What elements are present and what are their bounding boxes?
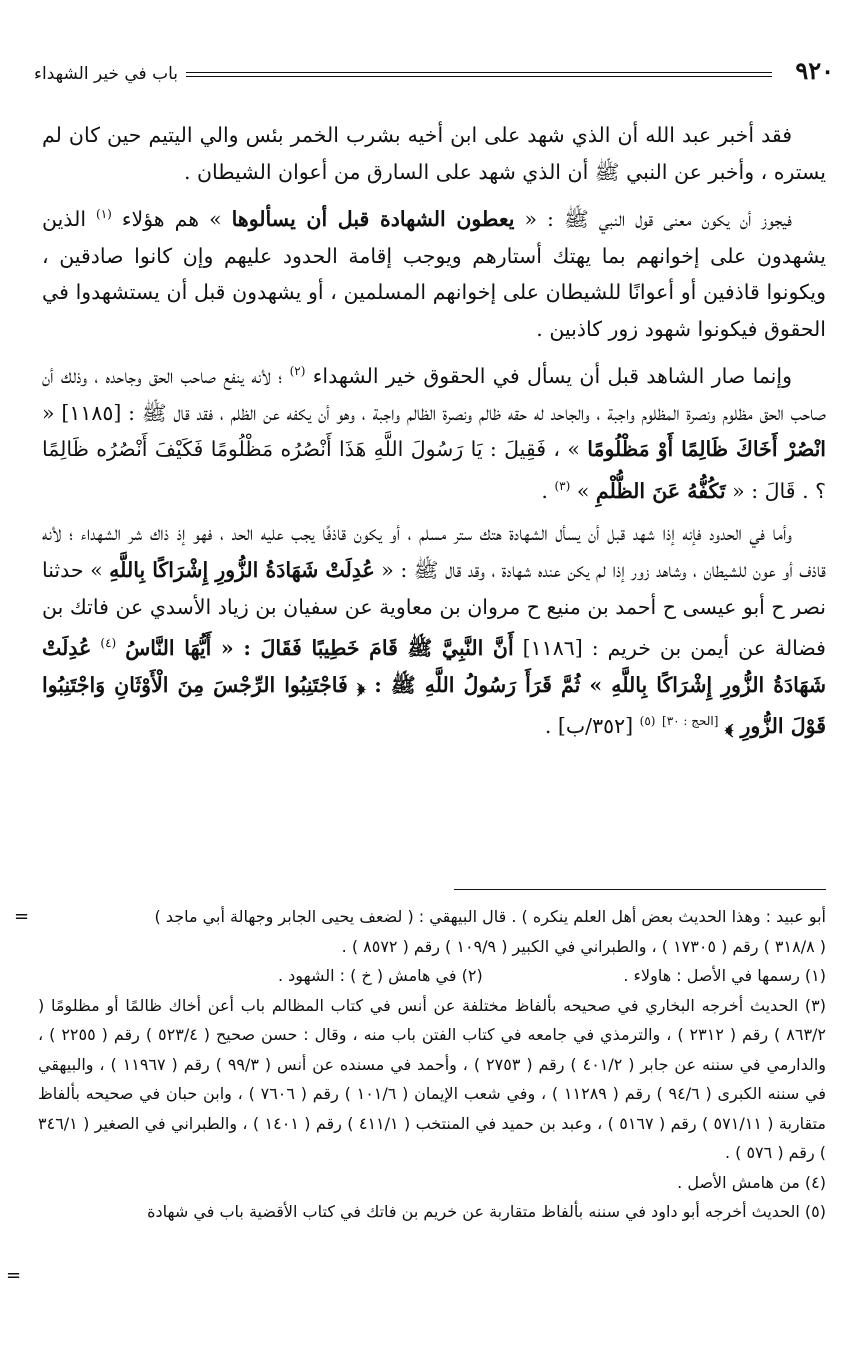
footnote-pair — [38, 961, 826, 991]
footnote-ref-3: (٣) — [554, 479, 571, 493]
hadith-quote: عُدِلَتْ شَهَادَةُ الزُّورِ إِشْرَاكًا بِاللَّهِ — [109, 558, 375, 583]
quran-reference: [الحج : ٣٠] — [662, 714, 719, 729]
paragraph-4-text: » حدثنا نصر ح أبو عيسى ح أحمد بن منيع ح مروان بن معاوية عن سفيان بن زياد الأسدي عن فاتك بن فضالة عن أيمن بن خريم : [١١٨٦] — [42, 558, 826, 661]
paragraph-2-text: » هم هؤلاء — [121, 207, 222, 232]
main-text — [42, 117, 826, 745]
paragraph-3-text: » — [576, 478, 590, 503]
footnotes — [38, 902, 826, 1227]
footnote-3: (٣) الحديث أخرجه البخاري في صحيحه بألفاظ مختلفة عن أنس في كتاب المظالم باب أعن أخاك ظالمًا أو مظلومًا ( ٨٦٣/٢ ) رقم ( ٢٣١٢ ) ، والترمذي في جامعه في كتاب الفتن باب منه ، وقال : حسن صحيح ( ٥٢٣/٤ ) رقم ( ٢٢٥٥ ) ، والدارمي في سننه عن جابر ( ٤٠١/٢ ) رقم ( ٢٧٥٣ ) ، وأحمد في مسنده عن أنس ( ٩٩/٣ ) رقم ( ١١٩٦٧ ) ، والبيهقي في سننه الكبرى ( ٩٤/٦ ) رقم ( ١١٢٨٩ ) ، وفي شعب الإيمان ( ١٠١/٦ ) رقم ( ٧٦٠٦ ) ، وابن حبان في صحيحه بألفاظ متقاربة ( ٥٧١/١١ ) رقم ( ٥١٦٧ ) ، وعبد بن حميد في المنتخب ( ٤١١/١ ) رقم ( ١٤٠١ ) ، والطبراني في الصغير ( ٣٤٦/١ ) رقم ( ٥٧٦ ) . — [38, 995, 827, 1162]
hadith-quote: تَكُفُّهُ عَنَ الظُّلْمِ — [595, 478, 726, 503]
footnote-separator — [454, 889, 826, 890]
chapter-title: باب في خير الشهداء — [34, 64, 178, 84]
page-number: ٩٢٠ — [795, 56, 834, 85]
page-header — [34, 52, 834, 96]
header-double-rule — [186, 72, 772, 77]
paragraph-2-text: فيجوز أن يكون معنى قول النبي ﷺ : « — [524, 207, 792, 232]
paragraph-3-text: . — [541, 478, 548, 503]
hadith-quote: انْصُرْ أَخَاكَ ظَالِمًا أَوْ مَظْلُومًا — [587, 437, 826, 462]
paragraph-4-text: [٣٥٢/ب] . — [544, 714, 634, 739]
footnote-continuation: أبو عبيد : وهذا الحديث بعض أهل العلم ينكره ) . قال البيهقي : ( لضعف يحيى الجابر وجهالة أبي ماجد ) — [154, 907, 826, 926]
paragraph-2 — [42, 196, 826, 347]
hadith-quote: أَنَّ النَّبِيَّ ﷺ قَامَ خَطِيبًا فَقَالَ : « أَيُّهَا النَّاسُ — [125, 636, 514, 661]
footnote-2: (٢) في هامش ( خ ) : الشهود . — [278, 966, 483, 985]
hadith-quote: يعطون الشهادة قبل أن يسألوها — [231, 207, 515, 232]
continuation-mark: = — [6, 1265, 22, 1286]
paragraph-3-text: ؛ لأنه ينفع صاحب الحق وجاحده ، وذلك أن صاحب الحق مظلوم ونصرة المظلوم واجبة ، والجاحد له حقه ظالم ونصرة الظالم واجبة ، وهو أن يكفه عن الظلم ، فقد قال ﷺ : [١١٨٥] « — [42, 364, 826, 425]
footnote-continuation: ( ٣١٨/٨ ) رقم ( ١٧٣٠٥ ) ، والطبراني في الكبير ( ١٠٩/٩ ) رقم ( ٨٥٧٢ ) . — [341, 936, 826, 956]
paragraph-4-text: وأما في الحدود فإنه إذا شهد قبل أن يسأل الشهادة هتك ستر مسلم ، أو يكون قاذفًا يجب عليه الحد ، فهو إذ ذاك شر الشهداء ؛ لأنه قاذف أو عون للشيطان ، وشاهد زور إذا لم يكن عنده شهادة ، وقد قال ﷺ : « — [42, 521, 826, 583]
paragraph-4 — [42, 515, 826, 744]
continuation-mark: = — [14, 906, 30, 927]
paragraph-2-text: الذين يشهدون على إخوانهم بما يهتك أستارهم ويوجب إقامة الحدود عليهم وإن كانوا صادقين ، ويكونوا قاذفين أو أعوانًا للشيطان على إخوانهم المسلمين ، أو يشهدون قبل أن يستشهدوا في الحقوق فيكونوا شهود زور كاذبين . — [42, 207, 826, 341]
footnote-ref-4: (٤) — [100, 636, 117, 651]
footnote-ref-5: (٥) — [639, 714, 656, 729]
footnote-4: (٤) من هامش الأصل . — [677, 1172, 826, 1192]
hadith-quote: عُدِلَتْ شَهَادَةُ الزُّورِ إِشْرَاكًا بِاللَّهِ » ثُمَّ قَرَأَ رَسُولُ اللَّهِ ﷺ : ﴿ فَاجْتَنِبُوا الرِّجْسَ مِنَ الْأَوْثَانِ وَاجْتَنِبُوا قَوْلَ الزُّورِ ﴾ — [42, 636, 826, 739]
footnote-5: (٥) الحديث أخرجه أبو داود في سننه بألفاظ متقاربة عن خريم بن فاتك في كتاب الأقضية باب في شهادة — [147, 1202, 826, 1221]
paragraph-3-text: وإنما صار الشاهد قبل أن يسأل في الحقوق خير الشهداء — [312, 364, 792, 389]
paragraph-3-text: » ، فَقِيلَ : يَا رَسُولَ اللَّهِ هَذَا أَنْصُرُه مَظْلُومًا فَكَيْفَ أَنْصُرُه ظَالِمًا ؟ . قَالَ : « — [42, 437, 826, 503]
footnote-ref-2: (٢) — [289, 364, 306, 379]
paragraph-1: فقد أخبر عبد الله أن الذي شهد على ابن أخيه بشرب الخمر بئس والي اليتيم حين كان لم يستره ، وأخبر عن النبي ﷺ أن الذي شهد على السارق من أعوان الشيطان . — [42, 123, 826, 184]
footnote-ref-1: (١) — [96, 207, 112, 222]
paragraph-3 — [42, 353, 826, 509]
footnote-1: (١) رسمها في الأصل : هاولاء . — [623, 966, 826, 985]
